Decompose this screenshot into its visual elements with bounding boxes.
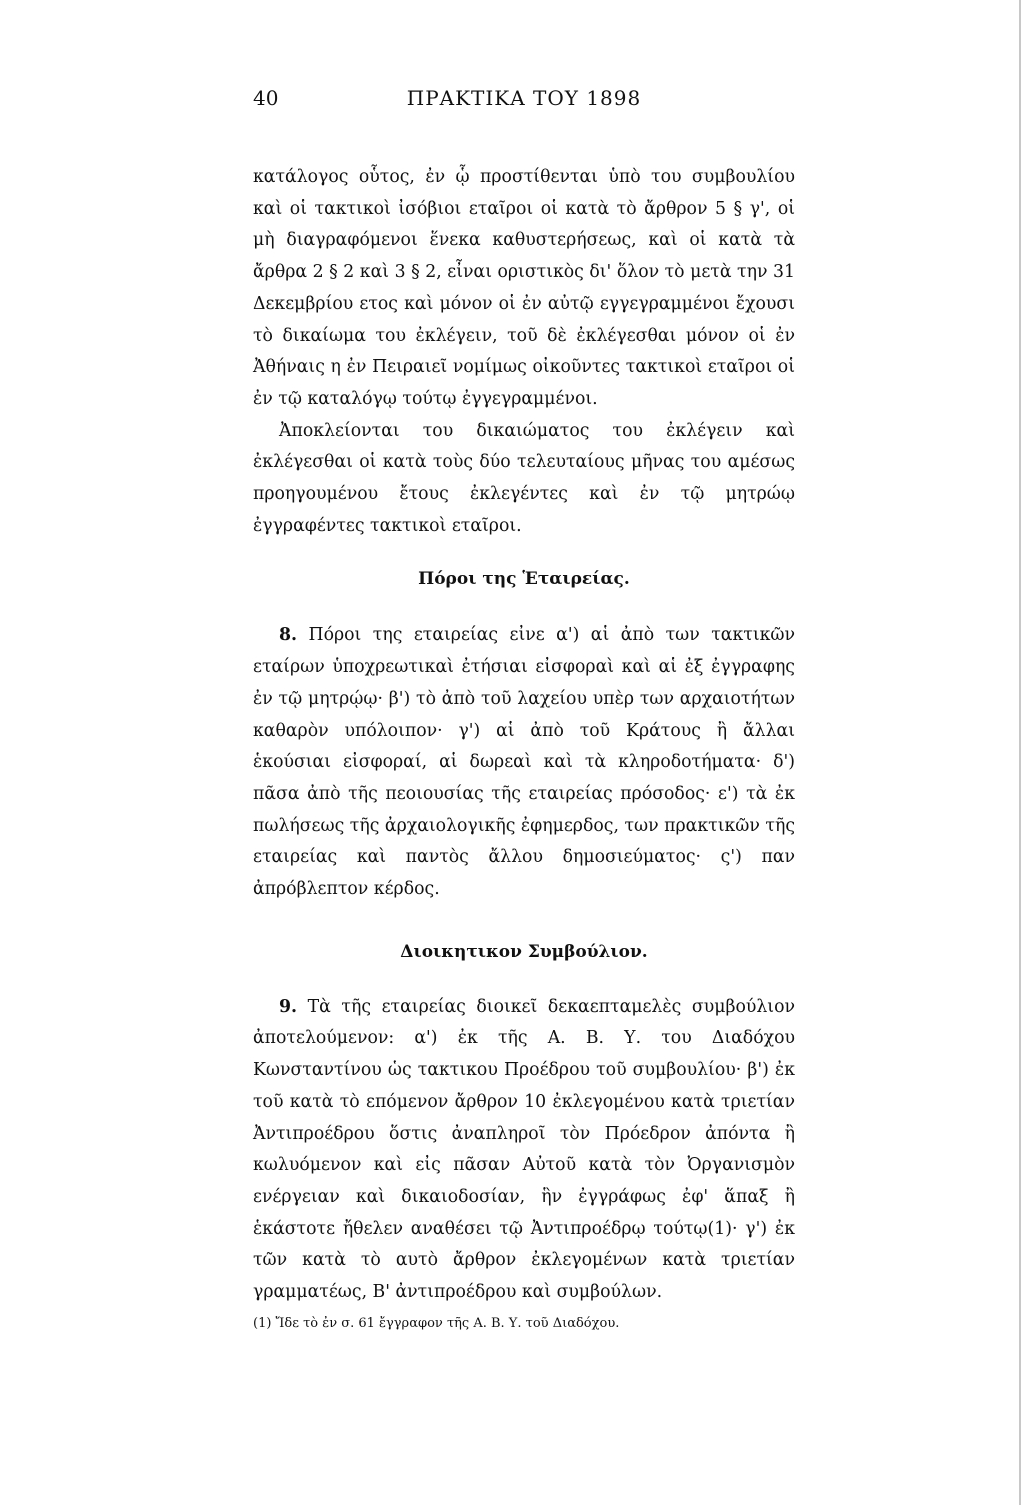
section-heading-resources: Πόροι της Ἑταιρείας. <box>418 569 630 590</box>
article-8 <box>253 620 795 905</box>
article-8-text: Πόροι της εταιρείας εἰνε α') αἱ ἀπὸ των τακτικῶν εταίρων ὑποχρεωτικαὶ ἐτήσιαι εἰσφοραὶ καὶ αἱ ἐξ ἐγγραφης ἐν τῷ μητρῴῳ· β') τὸ ἀπὸ τοῦ λαχείου υπὲρ των αρχαιοτήτων καθαρὸν υπόλοιπον· γ') αἱ ἀπὸ τοῦ Κράτους ἢ ἄλλαι ἑκούσιαι εἰσφοραί, αἱ δωρεαὶ καὶ τὰ κληροδοτήματα· δ') πᾶσα ἀπὸ τῆς πεοιουσίας τῆς εταιρείας πρόσοδος· ε') τὰ ἐκ πωλήσεως τῆς ἀρχαιολογικῆς ἐφημερδος, των πρακτικῶν τῆς εταιρείας καὶ παντὸς ἄλλου δημοσιεύματος· ς') παν ἀπρόβλεπτον κέρδος. <box>253 625 795 900</box>
paragraph-2: Ἀποκλείονται του δικαιώματος του ἐκλέγειν καὶ ἐκλέγεσθαι οἱ κατὰ τοὺς δύο τελευταίους μῆνας του αμέσως προηγουμένου ἔτους ἐκλεγέντες καὶ ἐν τῷ μητρώῳ ἐγγραφέντες τακτικοὶ εταῖροι. <box>253 420 795 536</box>
article-9-number: 9. <box>279 996 298 1017</box>
footnote: (1) Ἴδε τὸ ἐν σ. 61 ἔγγραφον τῆς Α. Β. Υ. τοῦ Διαδόχου. <box>253 1315 620 1331</box>
paragraph-1: κατάλογος οὗτος, ἐν ᾧ προστίθενται ὑπὸ του συμβουλίου καὶ οἱ τακτικοὶ ἰσόβιοι εταῖροι οἱ κατὰ τὸ ἄρθρον 5 § γ', οἱ μὴ διαγραφόμενοι ἕνεκα καθυστερήσεως, καὶ οἱ κατὰ τὰ ἄρθρα 2 § 2 καὶ 3 § 2, εἶναι οριστικὸς δι' ὅλον τὸ μετὰ την 31 Δεκεμβρίου ετος καὶ μόνον οἱ ἐν αὐτῷ εγγεγραμμένοι ἔχουσι τὸ δικαίωμα του ἐκλέγειν, τοῦ δὲ ἐκλέγεσθαι μόνον οἱ ἐν Ἀθήναις η ἐν Πειραιεῖ νομίμως οἰκοῦντες τακτικοὶ εταῖροι οἱ ἐν τῷ καταλόγῳ τούτῳ ἐγγεγραμμένοι. <box>253 167 795 409</box>
running-title: ΠΡΑΚΤΙΚΑ ΤΟΥ 1898 <box>406 86 642 110</box>
article-9 <box>253 992 795 1309</box>
book-page <box>253 80 795 1335</box>
article-9-text: Τὰ τῆς εταιρείας διοικεῖ δεκαεπταμελὲς συμβούλιον ἀποτελούμενον: α') ἐκ τῆς Α. Β. Υ. του Διαδόχου Κωνσταντίνου ὡς τακτικου Προέδρου τοῦ συμβουλίου· β') ἐκ τοῦ κατὰ τὸ επόμενον ἄρθρον 10 ἐκλεγομένου κατὰ τριετίαν Ἀντιπροέδρου ὅστις ἀναπληροῖ τὸν Πρόεδρον ἀπόντα ἢ κωλυόμενον καὶ εἰς πᾶσαν Αὐτοῦ κατὰ τὸν Ὀργανισμὸν ενέργειαν καὶ δικαιοδοσίαν, ἣν ἐγγράφως ἐφ' ἅπαξ ἢ ἑκάστοτε ἤθελεν αναθέσει τῷ Ἀντιπροέδρῳ τούτῳ(1)· γ') ἐκ τῶν κατὰ τὸ αυτὸ ἄρθρον ἐκλεγομένων κατὰ τριετίαν γραμματέως, Β' ἀντιπροέδρου καὶ συμβούλων. <box>253 996 795 1303</box>
page-edge-line <box>1019 0 1021 1505</box>
page-number: 40 <box>253 86 279 110</box>
article-8-number: 8. <box>279 625 298 646</box>
section-heading-board: Διοικητικον Συμβούλιον. <box>400 941 648 962</box>
page-body <box>253 162 795 1335</box>
page-header <box>253 80 795 116</box>
